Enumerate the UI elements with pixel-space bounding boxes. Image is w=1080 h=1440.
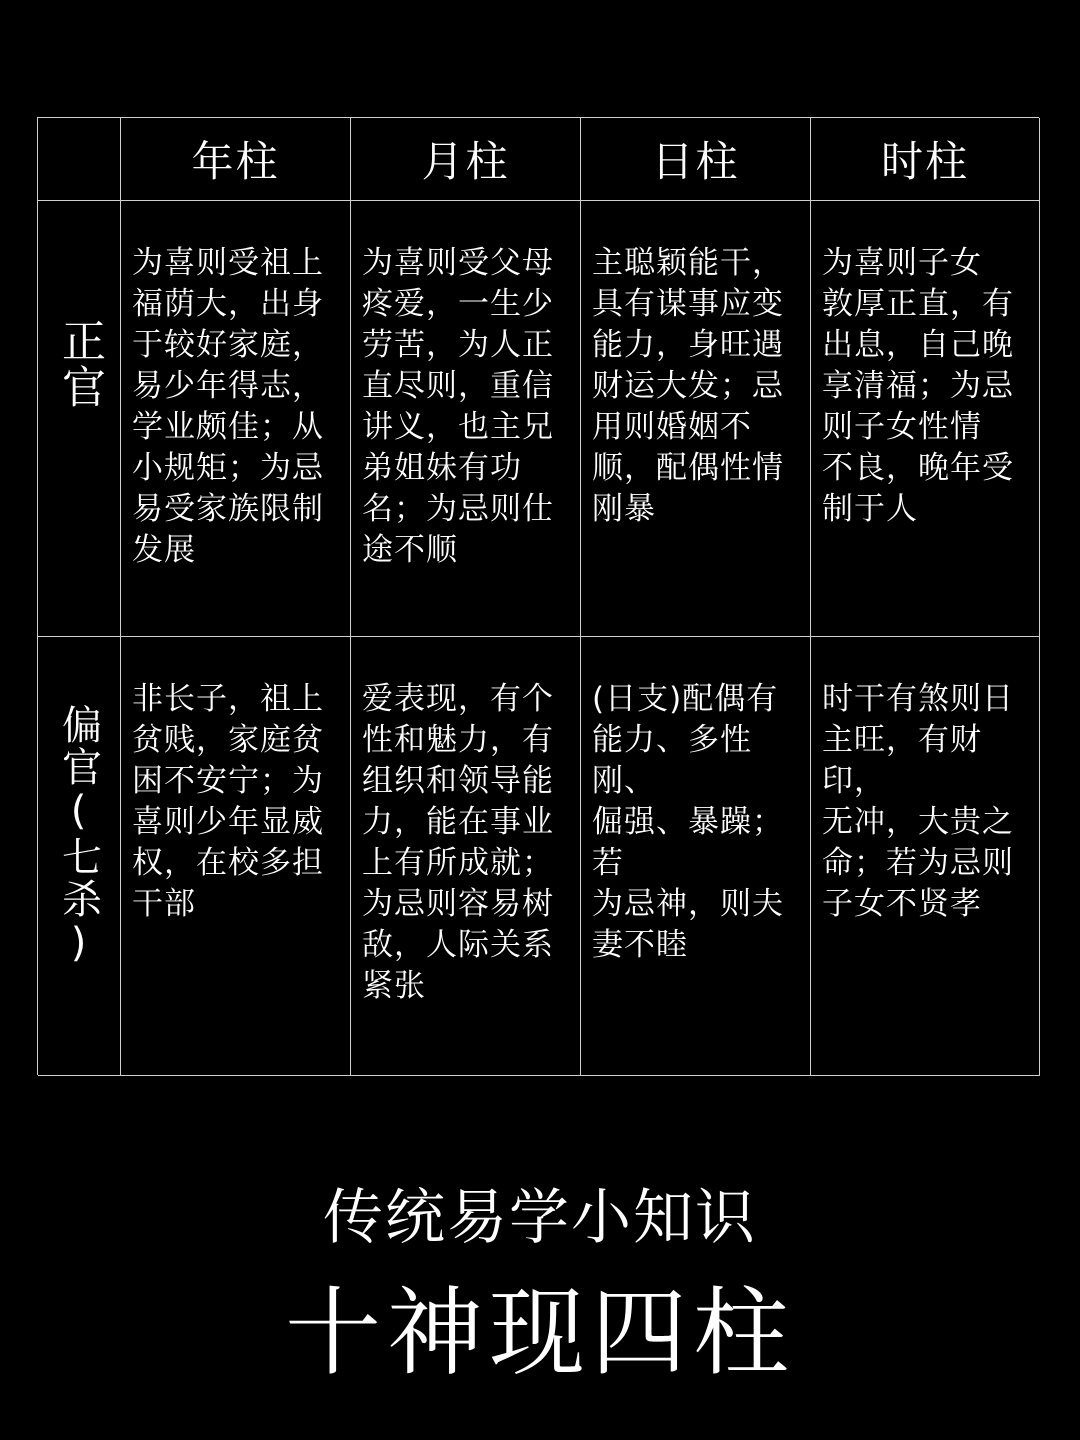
cell-text: 为喜则受父母 疼爱，一生少 劳苦，为人正 直尽则，重信 讲义，也主兄 弟姐妹有功 名；为忌则仕 途不顺 bbox=[362, 245, 554, 568]
table-cell bbox=[351, 201, 581, 637]
column-header-label: 时柱 bbox=[880, 137, 969, 186]
table-cell bbox=[811, 201, 1040, 637]
corner-cell bbox=[38, 118, 121, 201]
table-cell bbox=[581, 201, 811, 637]
row-label: 偏官(七杀) bbox=[55, 704, 102, 968]
cell-text: 时干有煞则日 主旺，有财印， 无冲，大贵之 命；若为忌则 子女不贤孝 bbox=[822, 681, 1014, 922]
row-label: 正官 bbox=[54, 317, 105, 410]
ten-gods-table bbox=[37, 117, 1039, 1075]
column-header-hour bbox=[811, 118, 1040, 201]
cell-text: 爱表现，有个 性和魅力，有 组织和领导能 力，能在事业 上有所成就； 为忌则容易树 敌，人际关系 紧张 bbox=[362, 681, 554, 1004]
table-cell bbox=[351, 637, 581, 1076]
column-header-year bbox=[121, 118, 351, 201]
table-cell bbox=[121, 201, 351, 637]
page-title: 十神现四柱 bbox=[285, 1277, 795, 1389]
row-header-zhengguan bbox=[38, 201, 121, 637]
cell-text: 为喜则子女 敦厚正直，有 出息，自己晚 享清福；为忌 则子女性情 不良，晚年受 制于人 bbox=[822, 245, 1014, 527]
table-cell bbox=[581, 637, 811, 1076]
cell-text: 主聪颖能干， 具有谋事应变 能力，身旺遇 财运大发；忌 用则婚姻不 顺，配偶性情 刚暴 bbox=[592, 245, 784, 527]
table-cell bbox=[121, 637, 351, 1076]
cell-text: 非长子，祖上 贫贱，家庭贫 困不安宁；为 喜则少年显威 权，在校多担 干部 bbox=[132, 681, 324, 922]
table-cell bbox=[811, 637, 1040, 1076]
subtitle: 传统易学小知识 bbox=[323, 1183, 757, 1253]
column-header-month bbox=[351, 118, 581, 201]
cell-text: 为喜则受祖上 福荫大，出身 于较好家庭， 易少年得志， 学业颇佳；从 小规矩；为忌 易受家族限制 发展 bbox=[132, 245, 324, 568]
column-header-label: 日柱 bbox=[651, 137, 740, 186]
column-header-label: 月柱 bbox=[421, 137, 510, 186]
row-header-pianguan bbox=[38, 637, 121, 1076]
column-header-label: 年柱 bbox=[191, 137, 280, 186]
column-header-day bbox=[581, 118, 811, 201]
cell-text: (日支)配偶有 能力、多性刚、 倔强、暴躁；若 为忌神，则夫 妻不睦 bbox=[592, 681, 784, 963]
